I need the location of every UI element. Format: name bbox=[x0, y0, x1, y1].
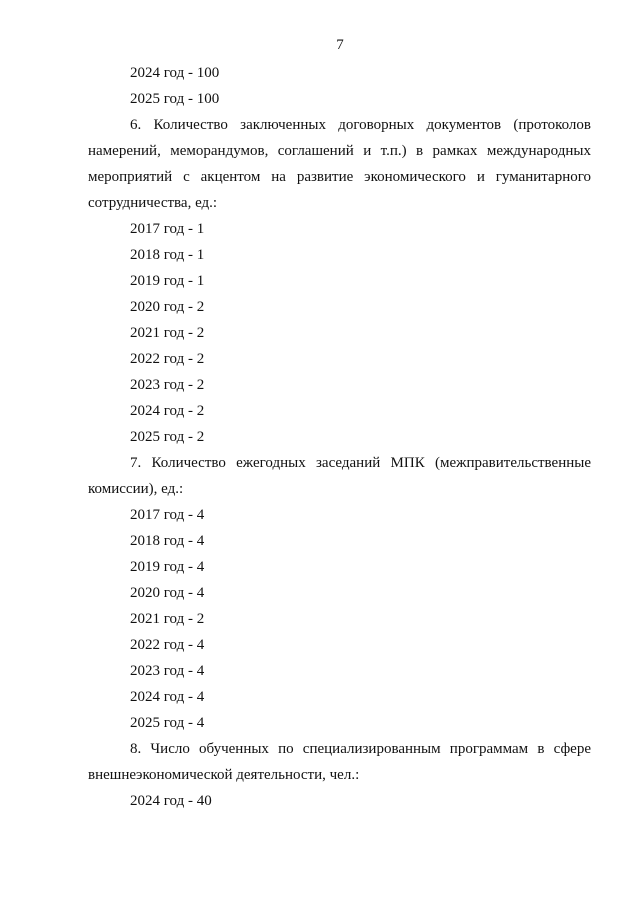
list-item: 2022 год - 4 bbox=[130, 637, 205, 653]
list-item: 2019 год - 4 bbox=[130, 559, 205, 575]
list-item: 2024 год - 40 bbox=[130, 793, 212, 809]
list-item: 2025 год - 4 bbox=[130, 715, 205, 731]
document-body bbox=[88, 60, 591, 814]
item-7-values bbox=[88, 502, 591, 736]
paragraph-item-6 bbox=[88, 112, 591, 216]
paragraph-line: внешнеэкономической деятельности, чел.: bbox=[88, 767, 360, 783]
paragraph-line: намерений, меморандумов, соглашений и т.п.) в рамках международных bbox=[88, 143, 591, 159]
paragraph-line: 7. Количество ежегодных заседаний МПК (межправительственные bbox=[130, 455, 591, 471]
paragraph-item-7 bbox=[88, 450, 591, 502]
list-item: 2024 год - 4 bbox=[130, 689, 205, 705]
paragraph-line: 6. Количество заключенных договорных документов (протоколов bbox=[130, 117, 591, 133]
list-item: 2025 год - 2 bbox=[130, 429, 205, 445]
list-item: 2021 год - 2 bbox=[130, 611, 205, 627]
list-item: 2023 год - 4 bbox=[130, 663, 205, 679]
list-item: 2023 год - 2 bbox=[130, 377, 205, 393]
paragraph-item-8 bbox=[88, 736, 591, 788]
list-item: 2017 год - 4 bbox=[130, 507, 205, 523]
list-item: 2020 год - 2 bbox=[130, 299, 205, 315]
list-item: 2025 год - 100 bbox=[130, 91, 220, 107]
paragraph-line: комиссии), ед.: bbox=[88, 481, 184, 497]
item-6-values bbox=[88, 216, 591, 450]
paragraph-line: 8. Число обученных по специализированным программам в сфере bbox=[130, 741, 591, 757]
list-item: 2022 год - 2 bbox=[130, 351, 205, 367]
list-item: 2017 год - 1 bbox=[130, 221, 205, 237]
list-item: 2024 год - 2 bbox=[130, 403, 205, 419]
list-item: 2018 год - 1 bbox=[130, 247, 205, 263]
item-8-values bbox=[88, 788, 591, 814]
list-item: 2024 год - 100 bbox=[130, 65, 220, 81]
list-item: 2018 год - 4 bbox=[130, 533, 205, 549]
list-item: 2020 год - 4 bbox=[130, 585, 205, 601]
list-item: 2019 год - 1 bbox=[130, 273, 205, 289]
list-item: 2021 год - 2 bbox=[130, 325, 205, 341]
paragraph-line: мероприятий с акцентом на развитие экономического и гуманитарного bbox=[88, 169, 591, 185]
paragraph-line: сотрудничества, ед.: bbox=[88, 195, 218, 211]
page-number: 7 bbox=[336, 37, 344, 53]
